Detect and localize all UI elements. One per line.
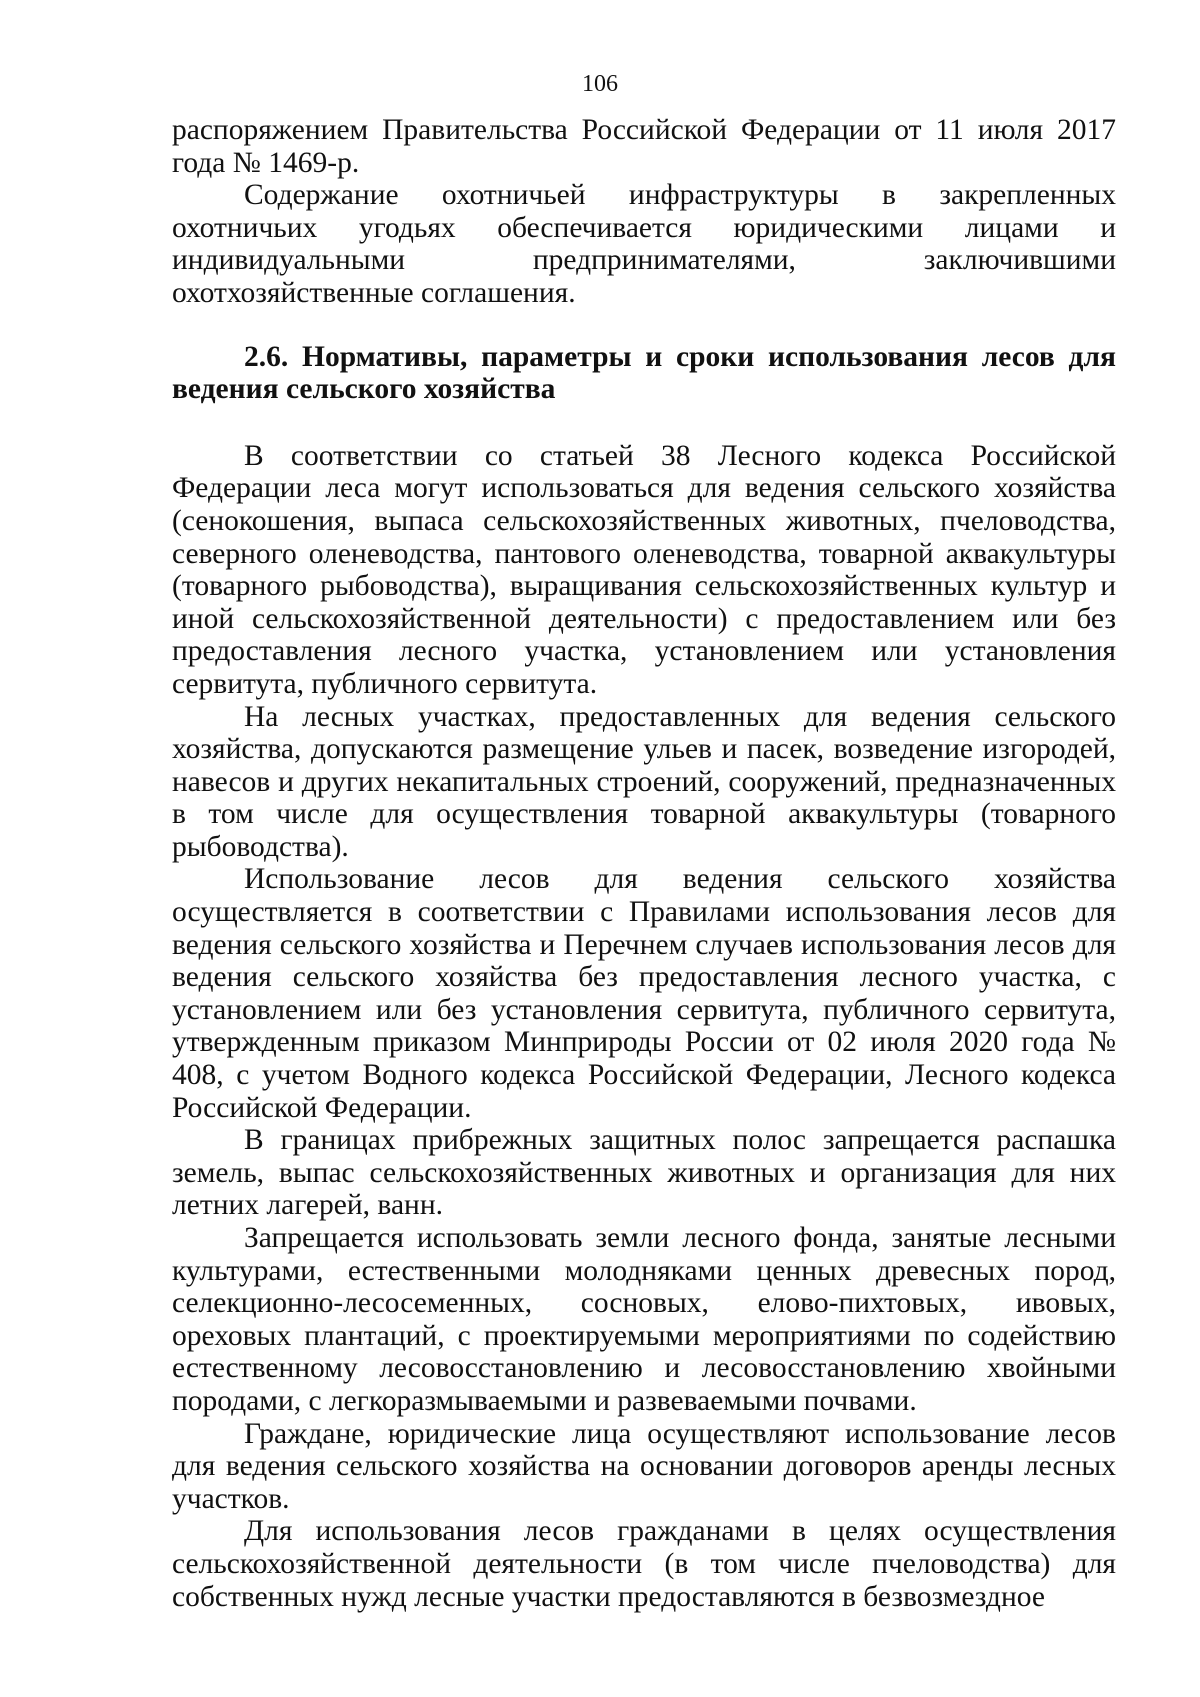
- paragraph-allowed-structures: На лесных участках, предоставленных для ведения сельского хозяйства, допускаются размещение ульев и пасек, возведение изгородей, навесов и других некапитальных строений, сооружений, предназначенных в том числе для осуществления товарной аквакультуры (товарного рыбоводства).: [172, 700, 1116, 863]
- paragraph-rules-of-use: Использование лесов для ведения сельского хозяйства осуществляется в соответствии с Правилами использования лесов для ведения сельского хозяйства и Перечнем случаев использования лесов для ведения сельского хозяйства без предоставления лесного участка, с установлением или без установления сервитута, публичного сервитута, утвержденным приказом Минприроды России от 02 июля 2020 года № 408, с учетом Водного кодекса Российской Федерации, Лесного кодекса Российской Федерации.: [172, 863, 1116, 1124]
- paragraph-continuation: распоряжением Правительства Российской Федерации от 11 июля 2017 года № 1469-р.: [172, 114, 1116, 179]
- section-heading: 2.6. Нормативы, параметры и сроки использования лесов для ведения сельского хозяйства: [172, 340, 1116, 406]
- document-body: [172, 114, 1116, 1613]
- paragraph-own-needs: Для использования лесов гражданами в целях осуществления сельскохозяйственной деятельности (в том числе пчеловодства) для собственных нужд лесные участки предоставляются в безвозмездное: [172, 1515, 1116, 1613]
- paragraph-article-38: В соответствии со статьей 38 Лесного кодекса Российской Федерации леса могут использоваться для ведения сельского хозяйства (сенокошения, выпаса сельскохозяйственных животных, пчеловодства, северного оленеводства, пантового оленеводства, товарной аквакультуры (товарного рыбоводства), выращивания сельскохозяйственных культур и иной сельскохозяйственной деятельности) с предоставлением или без предоставления лесного участка, установлением или установления сервитута, публичного сервитута.: [172, 439, 1116, 700]
- paragraph-lease-basis: Граждане, юридические лица осуществляют использование лесов для ведения сельского хозяйства на основании договоров аренды лесных участков.: [172, 1417, 1116, 1515]
- paragraph-hunting-infrastructure: Содержание охотничьей инфраструктуры в закрепленных охотничьих угодьях обеспечивается юридическими лицами и индивидуальными предпринимателями, заключившими охотхозяйственные соглашения.: [172, 179, 1116, 309]
- paragraph-prohibited-lands: Запрещается использовать земли лесного фонда, занятые лесными культурами, естественными молодняками ценных древесных пород, селекционно-лесосеменных, сосновых, елово-пихтовых, ивовых, ореховых плантаций, с проектируемыми мероприятиями по содействию естественному лесовосстановлению и лесовосстановлению хвойными породами, с легкоразмываемыми и развеваемыми почвами.: [172, 1222, 1116, 1417]
- paragraph-coastal-strips: В границах прибрежных защитных полос запрещается распашка земель, выпас сельскохозяйственных животных и организация для них летних лагерей, ванн.: [172, 1124, 1116, 1222]
- page-number: 106: [582, 71, 618, 97]
